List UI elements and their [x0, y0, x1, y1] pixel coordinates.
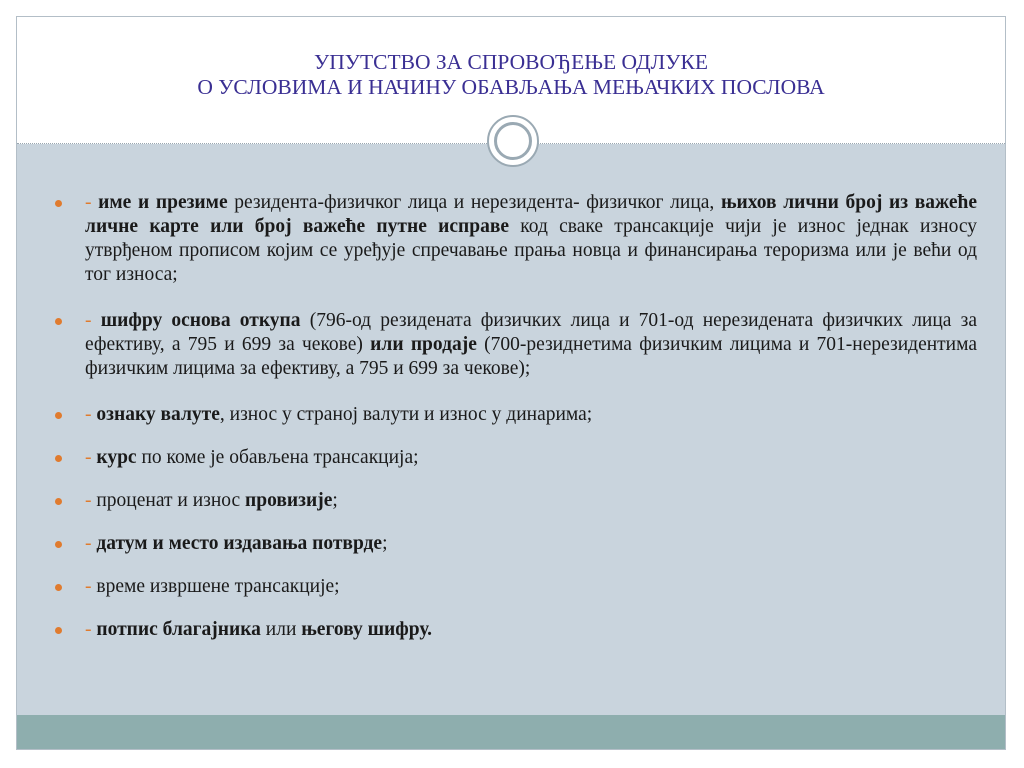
body-text: (796-од резидената физичких лица и 701-од нерезидената физичких лица за ефективу, а 795 и 699 за чекове)	[85, 310, 978, 355]
circle-ornament-icon	[487, 115, 539, 167]
body-text: ;	[332, 490, 338, 511]
bullet-dot-icon	[55, 627, 62, 634]
bullet-dash: -	[85, 533, 92, 554]
body-text: ;	[382, 533, 388, 554]
bullet-list	[17, 191, 1005, 661]
slide-title-line-2: О УСЛОВИМА И НАЧИНУ ОБАВЉАЊА МЕЊАЧКИХ ПОСЛОВА	[197, 75, 825, 99]
body-text: или	[260, 619, 302, 640]
bullet-dash: -	[85, 576, 92, 597]
body-text: , износ у страној валути и износ у динарима;	[219, 404, 593, 425]
bullet-dot-icon	[55, 200, 62, 207]
body-text: време извршене трансакције;	[96, 576, 340, 597]
body-text: проценат и износ	[96, 490, 246, 511]
body-text: резидента-физичког лица и нерезидента- физичког лица,	[227, 192, 721, 213]
bold-text: шифру основа откупа	[100, 310, 301, 331]
circle-ornament-inner	[494, 122, 532, 160]
bold-text: курс	[96, 447, 137, 468]
bullet-item	[17, 489, 1005, 513]
bullet-item	[17, 532, 1005, 556]
bullet-dot-icon	[55, 541, 62, 548]
bullet-dot-icon	[55, 498, 62, 505]
bullet-dash: -	[85, 619, 92, 640]
bullet-item	[17, 575, 1005, 599]
bullet-dash: -	[85, 490, 92, 511]
bold-text: потпис благајника	[96, 619, 261, 640]
bullet-dot-icon	[55, 584, 62, 591]
bullet-dot-icon	[55, 318, 62, 325]
bullet-dash: -	[85, 447, 92, 468]
bullet-dash: -	[85, 192, 92, 213]
body-text: (700-резиднетима физичким лицима и 701-нерезидентима физичким лицима за ефективу, а 795 и 699 за чекове);	[85, 334, 977, 379]
bullet-item	[17, 446, 1005, 470]
bullet-dot-icon	[55, 412, 62, 419]
bold-text: њихов лични број из важеће личне карте или број важеће путне исправе	[85, 192, 978, 237]
bold-text: или продаје	[370, 334, 477, 355]
bullet-dash: -	[85, 404, 92, 425]
bullet-item	[17, 309, 1005, 381]
bold-text: провизије	[245, 490, 333, 511]
bold-text: име и презиме	[98, 192, 228, 213]
slide	[16, 16, 1006, 750]
bullet-item	[17, 191, 1005, 287]
bottom-bar	[17, 715, 1005, 749]
bold-text: датум и место издавања потврде	[96, 533, 383, 554]
bullet-dash: -	[85, 310, 92, 331]
slide-title	[17, 50, 1005, 100]
bold-text: ознаку валуте	[96, 404, 220, 425]
body-text: код сваке трансакције чији је износ једнак износу утврђеном прописом којим се уређује спречавање прања новца и финансирања тероризма или је већи од тог износа;	[85, 216, 977, 285]
bullet-dot-icon	[55, 455, 62, 462]
slide-title-line-1: УПУТСТВО ЗА СПРОВОЂЕЊЕ ОДЛУКЕ	[314, 50, 708, 74]
bullet-item	[17, 618, 1005, 642]
body-text: по коме је обављена трансакција;	[136, 447, 419, 468]
bullet-item	[17, 403, 1005, 427]
bold-text: његову шифру.	[301, 619, 433, 640]
